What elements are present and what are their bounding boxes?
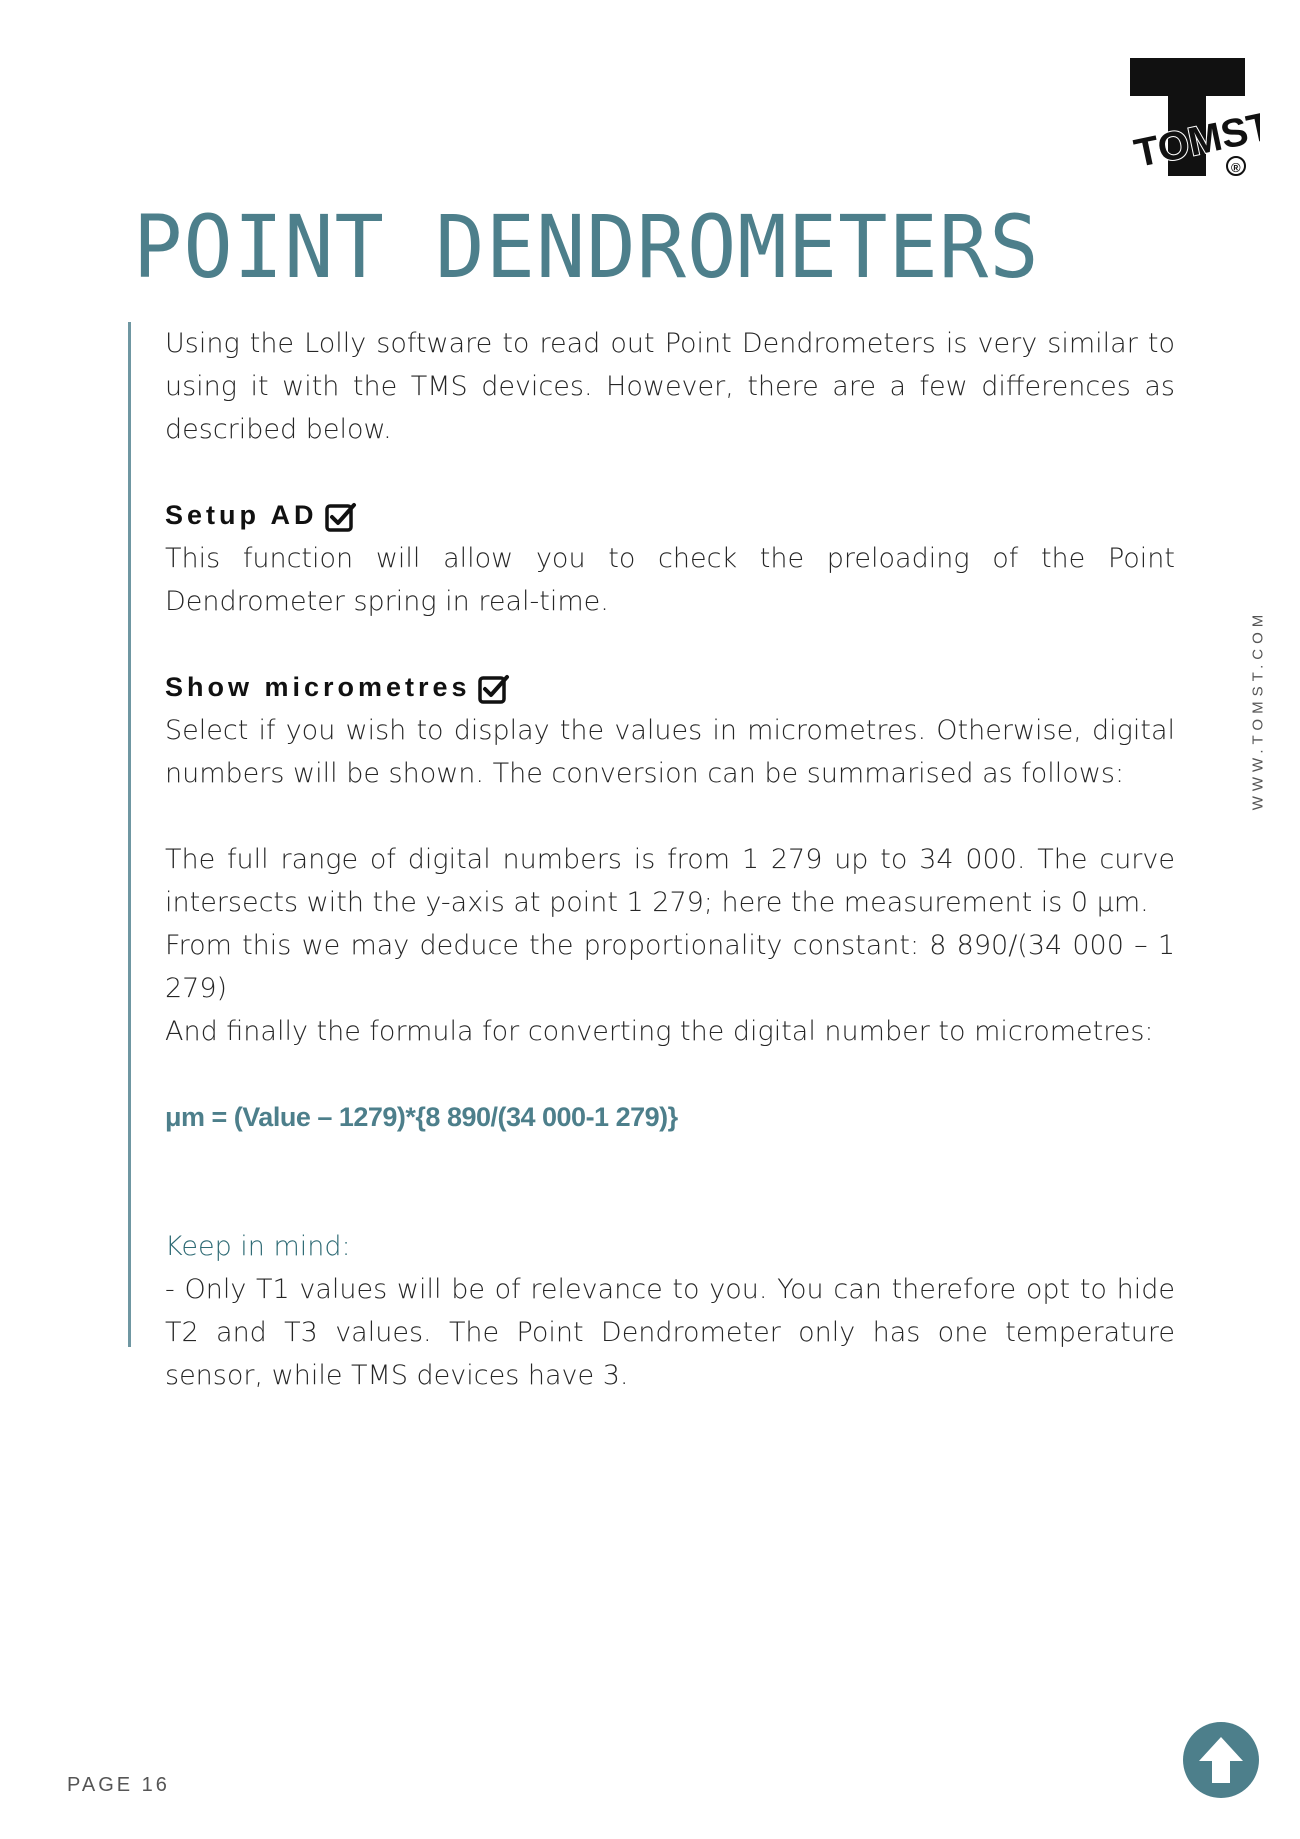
keep-in-mind-label: Keep in mind: [165,1231,351,1262]
conversion-formula: μm = (Value – 1279)*{8 890/(34 000-1 279)} [165,1102,678,1132]
checkbox-checked-icon [324,499,358,533]
show-micrometres-heading [165,666,1175,709]
show-micrometres-description: Select if you wish to display the values in micrometres. Otherwise, digital numbers will be shown. The conversion can be summarised as follows: [165,715,1175,789]
website-url: WWW.TOMST.COM [1249,609,1267,811]
logo-wordmark: TOMST [1130,104,1260,177]
conversion-range-text: The full range of digital numbers is from 1 279 up to 34 000. The curve intersects with the y-axis at point 1 279; here the measurement is 0 μm. [165,844,1175,918]
conversion-formula-intro: And finally the formula for converting the digital number to micrometres: [165,1016,1154,1047]
checkbox-checked-icon [477,671,511,705]
intro-paragraph: Using the Lolly software to read out Point Dendrometers is very similar to using it with the TMS devices. However, there are a few differences as described below. [165,328,1175,445]
page-number: PAGE 16 [67,1774,170,1796]
main-content [165,322,1175,1397]
setup-ad-description: This function will allow you to check the preloading of the Point Dendrometer spring in real-time. [165,543,1175,617]
tomst-logo [1130,58,1260,188]
page-title: POINT DENDROMETERS [133,198,1040,298]
show-micrometres-label: Show micrometres [165,672,471,702]
content-side-rule [128,322,131,1347]
registered-mark: ® [1231,160,1241,175]
back-to-top-button[interactable] [1183,1722,1259,1798]
setup-ad-label: Setup AD [165,500,318,530]
conversion-constant-text: From this we may deduce the proportionality constant: 8 890/(34 000 – 1 279) [165,930,1175,1004]
arrow-up-icon [1197,1735,1245,1785]
setup-ad-heading [165,494,1175,537]
keep-in-mind-text: - Only T1 values will be of relevance to you. You can therefore opt to hide T2 and T3 values. The Point Dendrometer only has one temperature sensor, while TMS devices have 3. [165,1274,1175,1391]
